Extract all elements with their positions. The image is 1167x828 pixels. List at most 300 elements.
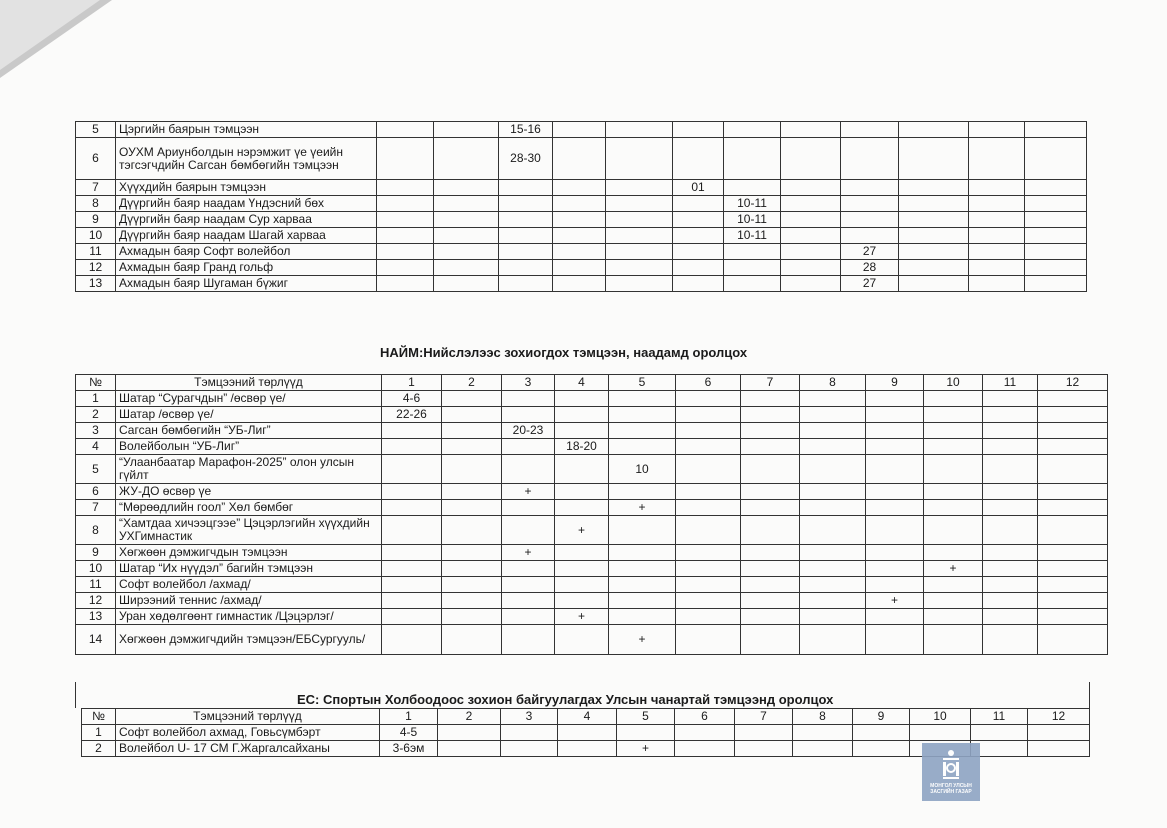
month-cell: 4-6: [382, 391, 442, 407]
month-cell: [1038, 439, 1108, 455]
month-cell: [609, 407, 676, 423]
month-cell: [741, 625, 800, 655]
month-cell: [502, 625, 555, 655]
month-cell: [924, 609, 983, 625]
month-cell: [434, 260, 499, 276]
month-cell: [606, 228, 673, 244]
month-cell: [382, 577, 442, 593]
month-cell: [899, 138, 969, 180]
month-cell: [866, 484, 924, 500]
month-cell: [841, 212, 899, 228]
header-month: 2: [438, 709, 501, 725]
table-row: [76, 484, 1108, 500]
month-cell: +: [924, 561, 983, 577]
month-cell: [724, 122, 781, 138]
month-cell: [899, 276, 969, 292]
table-row: [76, 276, 1087, 292]
month-cell: [800, 439, 866, 455]
month-cell: [442, 484, 502, 500]
month-cell: [793, 741, 853, 757]
month-cell: [969, 244, 1025, 260]
competition-name: Хөгжөөн дэмжигчдын тэмцээн: [116, 545, 382, 561]
row-number: 12: [76, 593, 116, 609]
header-month: 1: [382, 375, 442, 391]
month-cell: [434, 138, 499, 180]
header-month: 3: [501, 709, 558, 725]
month-cell: [442, 545, 502, 561]
header-month: 8: [793, 709, 853, 725]
table-row: [76, 423, 1108, 439]
header-month: 12: [1028, 709, 1090, 725]
month-cell: [673, 212, 724, 228]
month-cell: [983, 500, 1038, 516]
month-cell: [673, 260, 724, 276]
month-cell: [741, 407, 800, 423]
month-cell: [1028, 725, 1090, 741]
row-number: 9: [76, 212, 116, 228]
government-seal: [922, 743, 980, 801]
month-cell: [724, 244, 781, 260]
month-cell: [676, 609, 741, 625]
month-cell: [382, 625, 442, 655]
month-cell: [899, 196, 969, 212]
month-cell: +: [617, 741, 675, 757]
competition-name: Сагсан бөмбөгийн “УБ-Лиг”: [116, 423, 382, 439]
month-cell: [499, 260, 553, 276]
competition-name: Ахмадын баяр Шугаман бүжиг: [116, 276, 377, 292]
month-cell: [377, 196, 434, 212]
month-cell: [553, 228, 606, 244]
seal-line-1: МОНГОЛ УЛСЫН: [930, 783, 972, 789]
month-cell: [382, 439, 442, 455]
month-cell: [1025, 196, 1087, 212]
header-month: 3: [502, 375, 555, 391]
month-cell: 28-30: [499, 138, 553, 180]
month-cell: [502, 577, 555, 593]
header-month: 9: [866, 375, 924, 391]
month-cell: [924, 545, 983, 561]
month-cell: [1038, 500, 1108, 516]
row-number: 13: [76, 276, 116, 292]
month-cell: [866, 577, 924, 593]
month-cell: [781, 276, 841, 292]
row-number: 9: [76, 545, 116, 561]
month-cell: [606, 276, 673, 292]
header-type: Тэмцээний төрлүүд: [116, 375, 382, 391]
month-cell: [899, 228, 969, 244]
month-cell: [841, 122, 899, 138]
month-cell: [983, 439, 1038, 455]
header-month: 10: [910, 709, 971, 725]
month-cell: [676, 391, 741, 407]
month-cell: [501, 741, 558, 757]
month-cell: [741, 609, 800, 625]
month-cell: [924, 577, 983, 593]
row-number: 4: [76, 439, 116, 455]
month-cell: [724, 260, 781, 276]
month-cell: [442, 439, 502, 455]
month-cell: [676, 484, 741, 500]
table-row: [76, 122, 1087, 138]
month-cell: [969, 138, 1025, 180]
month-cell: [673, 122, 724, 138]
month-cell: [724, 276, 781, 292]
month-cell: [553, 244, 606, 260]
month-cell: [841, 228, 899, 244]
month-cell: [673, 244, 724, 260]
row-number: 2: [76, 407, 116, 423]
month-cell: 20-23: [502, 423, 555, 439]
competition-name: Шатар “Сурагчдын” /өсвөр үе/: [116, 391, 382, 407]
header-month: 7: [735, 709, 793, 725]
month-cell: [969, 122, 1025, 138]
month-cell: [800, 391, 866, 407]
month-cell: [1038, 484, 1108, 500]
month-cell: [377, 212, 434, 228]
month-cell: [676, 577, 741, 593]
competition-name: “Мөрөөдлийн гоол” Хөл бөмбөг: [116, 500, 382, 516]
month-cell: [434, 244, 499, 260]
month-cell: [793, 725, 853, 741]
month-cell: [724, 180, 781, 196]
month-cell: [502, 609, 555, 625]
header-month: 5: [617, 709, 675, 725]
month-cell: [800, 593, 866, 609]
month-cell: 4-5: [380, 725, 438, 741]
month-cell: [442, 516, 502, 545]
month-cell: 27: [841, 276, 899, 292]
competition-name: Дүүргийн баяр наадам Сур харваа: [116, 212, 377, 228]
seal-text: [922, 783, 980, 795]
month-cell: [438, 725, 501, 741]
month-cell: [1038, 407, 1108, 423]
row-number: 14: [76, 625, 116, 655]
header-month: 2: [442, 375, 502, 391]
row-number: 8: [76, 196, 116, 212]
month-cell: [442, 391, 502, 407]
month-cell: 15-16: [499, 122, 553, 138]
month-cell: [983, 609, 1038, 625]
month-cell: [969, 180, 1025, 196]
month-cell: [1038, 593, 1108, 609]
month-cell: [499, 228, 553, 244]
month-cell: [800, 577, 866, 593]
month-cell: [781, 122, 841, 138]
row-number: 7: [76, 180, 116, 196]
table-row: [76, 545, 1108, 561]
month-cell: [899, 212, 969, 228]
month-cell: [609, 484, 676, 500]
month-cell: [606, 138, 673, 180]
month-cell: [675, 725, 735, 741]
month-cell: [1038, 561, 1108, 577]
row-number: 1: [76, 391, 116, 407]
soyombo-icon: [938, 749, 964, 781]
month-cell: [382, 500, 442, 516]
month-cell: [1038, 545, 1108, 561]
table-row: [76, 439, 1108, 455]
month-cell: [434, 212, 499, 228]
month-cell: [741, 455, 800, 484]
month-cell: [899, 180, 969, 196]
month-cell: [866, 609, 924, 625]
month-cell: [558, 741, 617, 757]
month-cell: [555, 500, 609, 516]
month-cell: 10: [609, 455, 676, 484]
month-cell: [1025, 180, 1087, 196]
competition-name: Ахмадын баяр Гранд гольф: [116, 260, 377, 276]
month-cell: [442, 625, 502, 655]
month-cell: [382, 484, 442, 500]
month-cell: [606, 180, 673, 196]
header-month: 11: [971, 709, 1028, 725]
table-row: [76, 228, 1087, 244]
month-cell: [1025, 276, 1087, 292]
month-cell: [866, 439, 924, 455]
table-row: [76, 391, 1108, 407]
month-cell: [377, 228, 434, 244]
month-cell: +: [866, 593, 924, 609]
month-cell: [502, 561, 555, 577]
header-month: 8: [800, 375, 866, 391]
month-cell: [853, 725, 910, 741]
month-cell: [781, 260, 841, 276]
month-cell: [741, 577, 800, 593]
month-cell: [555, 561, 609, 577]
month-cell: [741, 545, 800, 561]
month-cell: [502, 391, 555, 407]
section-eight-title: НАЙМ:Нийслэлээс зохиогдох тэмцээн, наадамд оролцох: [380, 345, 748, 360]
month-cell: [866, 407, 924, 423]
table-row: [76, 407, 1108, 423]
month-cell: [502, 516, 555, 545]
month-cell: [969, 212, 1025, 228]
month-cell: [377, 260, 434, 276]
month-cell: [434, 276, 499, 292]
header-month: 6: [676, 375, 741, 391]
table-row: [76, 455, 1108, 484]
month-cell: [1038, 516, 1108, 545]
row-number: 3: [76, 423, 116, 439]
row-number: 2: [82, 741, 116, 757]
month-cell: 10-11: [724, 212, 781, 228]
month-cell: [438, 741, 501, 757]
month-cell: [781, 228, 841, 244]
row-number: 5: [76, 455, 116, 484]
month-cell: [382, 545, 442, 561]
month-cell: [741, 423, 800, 439]
month-cell: [800, 455, 866, 484]
month-cell: [553, 138, 606, 180]
month-cell: [983, 484, 1038, 500]
table-header-row: [76, 375, 1108, 391]
table-row: [76, 244, 1087, 260]
month-cell: [676, 593, 741, 609]
month-cell: [377, 138, 434, 180]
month-cell: [983, 625, 1038, 655]
month-cell: [673, 196, 724, 212]
month-cell: [609, 439, 676, 455]
month-cell: [1038, 391, 1108, 407]
row-number: 6: [76, 138, 116, 180]
month-cell: 3-6эм: [380, 741, 438, 757]
month-cell: [899, 244, 969, 260]
month-cell: [555, 407, 609, 423]
table-row: [76, 212, 1087, 228]
month-cell: [924, 423, 983, 439]
month-cell: [442, 500, 502, 516]
competition-name: Волейбол U- 17 СМ Г.Жаргалсайханы: [116, 741, 380, 757]
month-cell: [866, 545, 924, 561]
month-cell: [1038, 577, 1108, 593]
competition-name: Хөгжөөн дэмжигчдийн тэмцээн/ЕБСургууль/: [116, 625, 382, 655]
competition-name: Софт волейбол ахмад, Говьсүмбэрт: [116, 725, 380, 741]
row-number: 10: [76, 561, 116, 577]
month-cell: 10-11: [724, 196, 781, 212]
month-cell: [866, 561, 924, 577]
row-number: 11: [76, 577, 116, 593]
competition-name: ОУХМ Ариунболдын нэрэмжит үе үеийн тэгсэгчдийн Сагсан бөмбөгийн тэмцээн: [116, 138, 377, 180]
month-cell: [924, 391, 983, 407]
month-cell: [924, 407, 983, 423]
month-cell: [609, 516, 676, 545]
month-cell: [924, 593, 983, 609]
month-cell: [382, 609, 442, 625]
month-cell: [676, 423, 741, 439]
month-cell: [983, 516, 1038, 545]
month-cell: [969, 196, 1025, 212]
month-cell: [781, 244, 841, 260]
month-cell: [377, 122, 434, 138]
month-cell: [866, 625, 924, 655]
competition-name: Цэргийн баярын тэмцээн: [116, 122, 377, 138]
month-cell: [555, 423, 609, 439]
table-row: [76, 593, 1108, 609]
month-cell: [502, 500, 555, 516]
month-cell: [502, 455, 555, 484]
month-cell: [899, 260, 969, 276]
month-cell: 10-11: [724, 228, 781, 244]
month-cell: [800, 407, 866, 423]
month-cell: [735, 725, 793, 741]
header-month: 4: [555, 375, 609, 391]
month-cell: [910, 725, 971, 741]
month-cell: [673, 138, 724, 180]
month-cell: 01: [673, 180, 724, 196]
month-cell: [606, 244, 673, 260]
month-cell: [434, 122, 499, 138]
month-cell: [800, 545, 866, 561]
month-cell: [606, 196, 673, 212]
competition-name: Шатар “Их нүүдэл” багийн тэмцээн: [116, 561, 382, 577]
month-cell: [866, 500, 924, 516]
header-month: 12: [1038, 375, 1108, 391]
month-cell: [442, 455, 502, 484]
header-month: 10: [924, 375, 983, 391]
table-row: [76, 561, 1108, 577]
month-cell: [741, 391, 800, 407]
competition-name: Хүүхдийн баярын тэмцээн: [116, 180, 377, 196]
month-cell: [442, 577, 502, 593]
header-month: 1: [380, 709, 438, 725]
competition-name: “Улаанбаатар Марафон-2025” олон улсын гүйлт: [116, 455, 382, 484]
month-cell: [741, 516, 800, 545]
competition-name: Дүүргийн баяр наадам Шагай харваа: [116, 228, 377, 244]
month-cell: [800, 561, 866, 577]
header-month: 7: [741, 375, 800, 391]
month-cell: [609, 577, 676, 593]
month-cell: [434, 196, 499, 212]
month-cell: [609, 561, 676, 577]
month-cell: [924, 625, 983, 655]
month-cell: [442, 423, 502, 439]
month-cell: [673, 276, 724, 292]
month-cell: [499, 244, 553, 260]
month-cell: [609, 609, 676, 625]
month-cell: [617, 725, 675, 741]
header-month: 5: [609, 375, 676, 391]
month-cell: 22-26: [382, 407, 442, 423]
month-cell: 28: [841, 260, 899, 276]
month-cell: [499, 276, 553, 292]
row-number: 6: [76, 484, 116, 500]
month-cell: [800, 500, 866, 516]
month-cell: [983, 455, 1038, 484]
month-cell: [606, 260, 673, 276]
table-row: [76, 577, 1108, 593]
month-cell: [609, 391, 676, 407]
month-cell: [553, 196, 606, 212]
month-cell: [800, 516, 866, 545]
month-cell: [555, 545, 609, 561]
month-cell: [555, 455, 609, 484]
month-cell: +: [502, 484, 555, 500]
month-cell: [866, 455, 924, 484]
month-cell: [502, 439, 555, 455]
month-cell: [555, 391, 609, 407]
month-cell: 18-20: [555, 439, 609, 455]
row-number: 1: [82, 725, 116, 741]
month-cell: [971, 725, 1028, 741]
month-cell: [606, 212, 673, 228]
month-cell: [553, 180, 606, 196]
table-row: [76, 138, 1087, 180]
month-cell: [555, 484, 609, 500]
section-es-title: ЕС: Спортын Холбоодоос зохион байгуулагдах Улсын чанартай тэмцээнд оролцох: [297, 692, 834, 707]
month-cell: [866, 423, 924, 439]
month-cell: [1025, 212, 1087, 228]
competition-name: Ширээний теннис /ахмад/: [116, 593, 382, 609]
competition-name: Волейболын “УБ-Лиг”: [116, 439, 382, 455]
header-type: Тэмцээний төрлүүд: [116, 709, 380, 725]
month-cell: [983, 423, 1038, 439]
month-cell: [377, 180, 434, 196]
month-cell: [558, 725, 617, 741]
month-cell: [673, 228, 724, 244]
month-cell: [1025, 138, 1087, 180]
month-cell: [735, 741, 793, 757]
month-cell: [741, 484, 800, 500]
month-cell: [676, 407, 741, 423]
table-row: [76, 260, 1087, 276]
month-cell: +: [555, 609, 609, 625]
month-cell: [800, 484, 866, 500]
table-row: [82, 725, 1090, 741]
month-cell: [841, 196, 899, 212]
month-cell: [841, 180, 899, 196]
month-cell: [924, 516, 983, 545]
month-cell: [442, 593, 502, 609]
